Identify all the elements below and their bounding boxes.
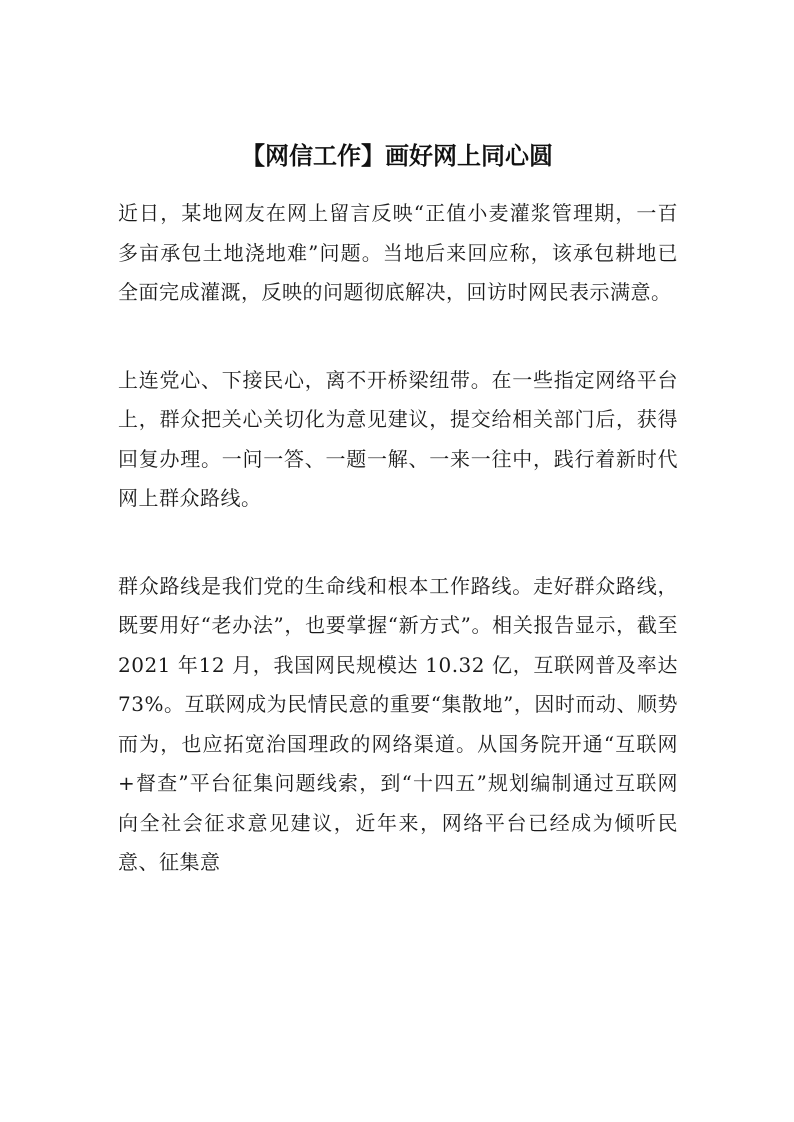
paragraph-1: 近日，某地网友在网上留言反映“正值小麦灌浆管理期，一百多亩承包土地浇地难”问题。当地后来回应称，该承包耕地已全面完成灌溉，反映的问题彻底解决，回访时网民表示满意。 [118,201,678,304]
paragraph-3: 群众路线是我们党的生命线和根本工作路线。走好群众路线，既要用好“老办法”，也要掌握“新方式”。相关报告显示，截至 2021 年12 月，我国网民规模达 10.32 亿，互联网普及率达 73%。互联网成为民情民意的重要“集散地”，因时而动、顺势而为，也应拓宽治国理政的网络渠道。从国务院开通“互联网+督查”平台征集问题线索，到“十四五”规划编制通过互联网向全社会征求意见建议，近年来，网络平台已经成为倾听民意、征集意 [118,573,678,874]
document-title: 【网信工作】画好网上同心圆 [241,142,553,170]
document-body [118,194,678,883]
paragraph-2: 上连党心、下接民心，离不开桥梁纽带。在一些指定网络平台上，群众把关心关切化为意见建议，提交给相关部门后，获得回复办理。一问一答、一题一解、一来一往中，践行着新时代网上群众路线。 [118,367,678,510]
